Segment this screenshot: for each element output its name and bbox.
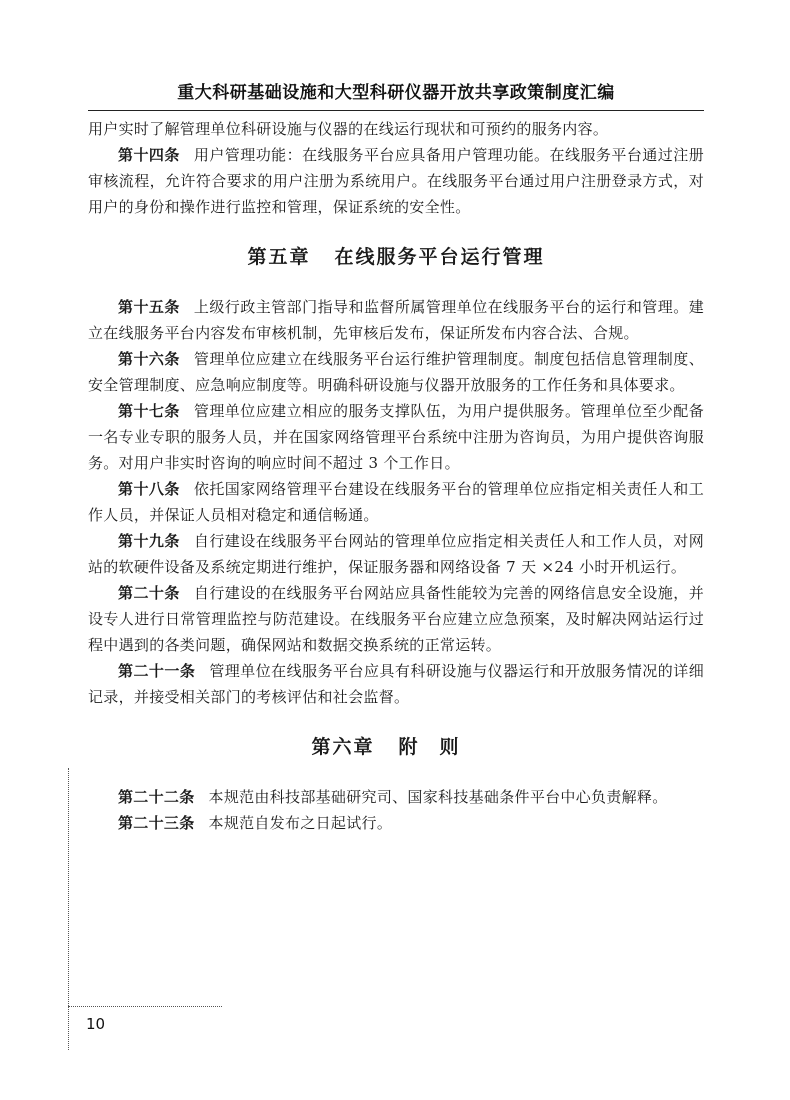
article-text: 上级行政主管部门指导和监督所属管理单位在线服务平台的运行和管理。建立在线服务平台内容发布审核机制，先审核后发布，保证所发布内容合法、合规。: [88, 298, 704, 342]
article-21: [88, 658, 704, 710]
article-text: 自行建设的在线服务平台网站应具备性能较为完善的网络信息安全设施，并设专人进行日常管理监控与防范建设。在线服务平台应建立应急预案，及时解决网站运行过程中遇到的各类问题，确保网站和数据交换系统的正常运转。: [88, 584, 704, 654]
paragraph-continuation: [88, 116, 704, 142]
article-text: 管理单位应建立在线服务平台运行维护管理制度。制度包括信息管理制度、安全管理制度、应急响应制度等。明确科研设施与仪器开放服务的工作任务和具体要求。: [88, 350, 704, 394]
article-20: [88, 580, 704, 658]
article-number: 第十六条: [118, 350, 180, 368]
article-number: 第十八条: [118, 480, 180, 498]
article-17: [88, 398, 704, 476]
chapter-title: 在线服务平台运行管理: [334, 246, 545, 268]
article-number: 第十四条: [118, 146, 180, 164]
article-text: 用户管理功能：在线服务平台应具备用户管理功能。在线服务平台通过注册审核流程，允许符合要求的用户注册为系统用户。在线服务平台通过用户注册登录方式，对用户的身份和操作进行监控和管理，保证系统的安全性。: [88, 146, 704, 216]
article-number: 第十五条: [118, 298, 180, 316]
margin-dotted-vertical-line: [68, 768, 69, 1050]
margin-dotted-horizontal-line: [68, 1006, 222, 1007]
article-18: [88, 476, 704, 528]
article-number: 第二十三条: [118, 814, 195, 832]
chapter-number: 第五章: [247, 246, 311, 268]
article-22: [88, 784, 704, 810]
chapter-5-heading: [88, 244, 704, 270]
header-rule: [88, 110, 704, 111]
article-text: 依托国家网络管理平台建设在线服务平台的管理单位应指定相关责任人和工作人员，并保证人员相对稳定和通信畅通。: [88, 480, 704, 524]
article-19: [88, 528, 704, 580]
article-text: 本规范由科技部基础研究司、国家科技基础条件平台中心负责解释。: [208, 788, 668, 806]
article-text: 本规范自发布之日起试行。: [208, 814, 393, 832]
article-text: 自行建设在线服务平台网站的管理单位应指定相关责任人和工作人员，对网站的软硬件设备及系统定期进行维护，保证服务器和网络设备 7 天 ×24 小时开机运行。: [88, 532, 704, 576]
article-number: 第十七条: [118, 402, 180, 420]
article-15: [88, 294, 704, 346]
chapter-6-heading: [88, 734, 704, 760]
article-number: 第二十二条: [118, 788, 195, 806]
article-number: 第十九条: [118, 532, 180, 550]
page-number: 10: [86, 1015, 106, 1033]
article-16: [88, 346, 704, 398]
paragraph-text: 用户实时了解管理单位科研设施与仪器的在线运行现状和可预约的服务内容。: [88, 120, 609, 138]
running-header-title: 重大科研基础设施和大型科研仪器开放共享政策制度汇编: [177, 83, 615, 103]
chapter-number: 第六章: [311, 736, 375, 758]
article-23: [88, 810, 704, 836]
article-number: 第二十条: [118, 584, 180, 602]
article-text: 管理单位在线服务平台应具有科研设施与仪器运行和开放服务情况的详细记录，并接受相关部门的考核评估和社会监督。: [88, 662, 704, 706]
chapter-title: 附则: [398, 736, 481, 758]
article-text: 管理单位应建立相应的服务支撑队伍，为用户提供服务。管理单位至少配备一名专业专职的服务人员，并在国家网络管理平台系统中注册为咨询员，为用户提供咨询服务。对用户非实时咨询的响应时间不超过 3 个工作日。: [88, 402, 704, 472]
document-body: [88, 116, 704, 836]
article-number: 第二十一条: [118, 662, 196, 680]
article-14: [88, 142, 704, 220]
